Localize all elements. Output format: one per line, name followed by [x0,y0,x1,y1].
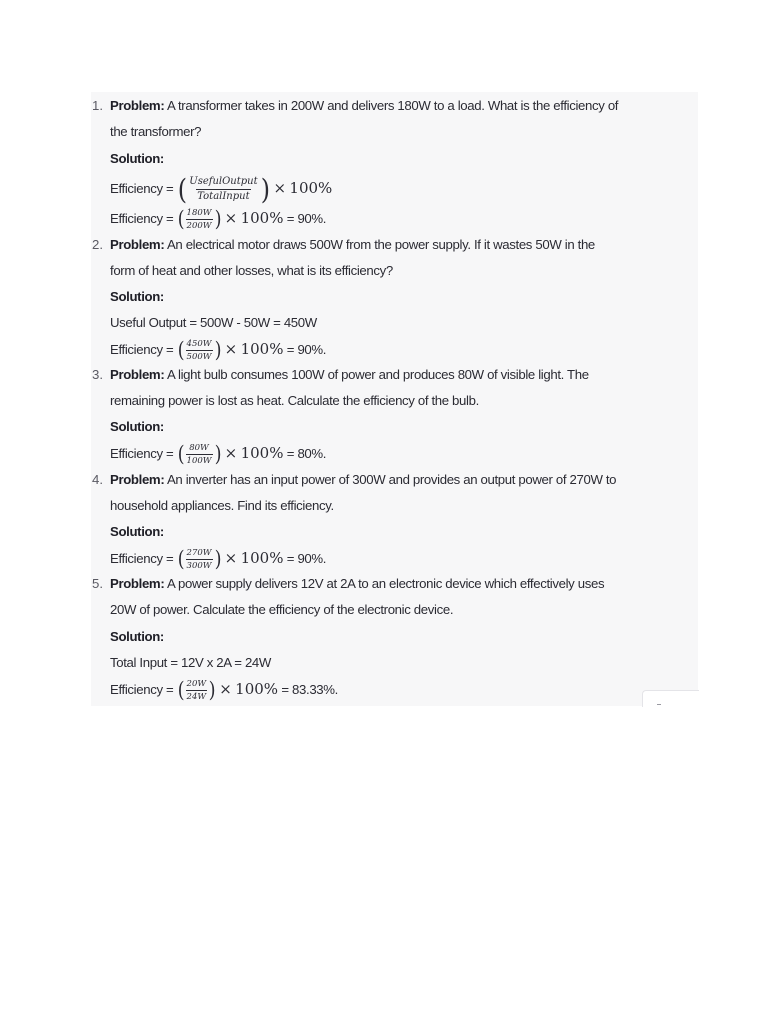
right-paren: ) [214,338,221,363]
fraction-denominator: 200W [186,221,212,232]
result-value: = 80%. [283,446,327,461]
problem-text-continued: form of heat and other losses, what is its efficiency? [110,263,393,278]
result-fraction [186,443,213,466]
right-paren: ) [214,547,221,572]
percent-value: 100% [240,209,284,227]
solution-label: Solution: [110,524,164,539]
problem-statement [110,232,595,258]
left-paren: ( [177,678,184,703]
efficiency-result [110,545,326,571]
problem-text-continued: household appliances. Find its efficiency. [110,498,334,513]
times-sign: × [224,549,238,567]
percent-value: 100% [240,549,284,567]
formula-fraction [188,176,258,203]
problem-text: An inverter has an input power of 300W and provides an output power of 270W to [166,472,617,487]
result-value: = 90%. [283,551,327,566]
left-paren: ( [177,442,184,467]
efficiency-formula [110,171,332,205]
list-number: 5. [92,576,103,591]
fraction-denominator: 300W [186,561,212,572]
right-paren: ) [208,678,216,703]
problem-statement [110,362,589,388]
result-fraction [186,548,213,571]
left-paren: ( [177,207,184,232]
fraction-numerator: 180W [186,208,212,219]
formula-prefix: Efficiency = [110,181,177,196]
percent-value: 100% [235,680,279,698]
result-fraction [186,208,213,231]
result-prefix: Efficiency = [110,342,177,357]
problem-text: An electrical motor draws 500W from the power supply. If it wastes 50W in the [166,237,595,252]
problem-statement [110,467,616,493]
right-paren: ) [260,172,270,206]
times-sign: × [219,680,232,698]
result-value: = 83.33%. [278,682,338,697]
fraction-denominator: 500W [186,352,212,363]
efficiency-result [110,676,338,702]
times-sign: × [273,179,287,197]
times-sign: × [224,209,238,227]
result-value: = 90%. [283,342,327,357]
problem-text-continued: remaining power is lost as heat. Calculate the efficiency of the bulb. [110,393,479,408]
fraction-numerator: UsefulOutput [189,176,258,188]
problem-text: A light bulb consumes 100W of power and produces 80W of visible light. The [166,367,589,382]
efficiency-result [110,440,326,466]
list-number: 2. [92,237,103,252]
problem-text: A transformer takes in 200W and delivers 180W to a load. What is the efficiency of [166,98,619,113]
fraction-denominator: 24W [186,692,207,703]
fraction-numerator: 20W [186,679,207,690]
result-prefix: Efficiency = [110,211,177,226]
problem-label: Problem: [110,576,165,591]
result-prefix: Efficiency = [110,682,177,697]
times-sign: × [224,444,238,462]
list-number: 1. [92,98,103,113]
problem-label: Problem: [110,472,165,487]
left-paren: ( [177,547,184,572]
list-number: 4. [92,472,103,487]
right-paren: ) [214,442,221,467]
percent-value: 100% [240,340,284,358]
fraction-denominator: 100W [186,456,212,467]
result-prefix: Efficiency = [110,551,177,566]
times-sign: × [224,340,238,358]
problem-text-continued: the transformer? [110,124,202,139]
problem-label: Problem: [110,98,165,113]
problem-statement [110,571,604,597]
fraction-numerator: 270W [186,548,212,559]
result-fraction [186,679,208,702]
right-paren: ) [214,207,221,232]
problem-statement [110,93,618,119]
left-paren: ( [177,172,187,206]
result-value: = 90%. [283,211,327,226]
problem-text: A power supply delivers 12V at 2A to an electronic device which effectively uses [166,576,605,591]
percent-value: 100% [240,444,284,462]
efficiency-result [110,336,326,362]
list-number: 3. [92,367,103,382]
problem-label: Problem: [110,367,165,382]
solution-label: Solution: [110,151,164,166]
solution-step: Total Input = 12V x 2A = 24W [110,655,272,670]
result-fraction [186,339,213,362]
efficiency-result [110,205,326,231]
fraction-numerator: 80W [189,443,209,454]
solution-label: Solution: [110,629,164,644]
solution-label: Solution: [110,289,164,304]
fraction-denominator: TotalInput [197,191,250,203]
fraction-numerator: 450W [186,339,212,350]
left-paren: ( [177,338,184,363]
solution-step: Useful Output = 500W - 50W = 450W [110,315,317,330]
percent-value: 100% [289,179,333,197]
solution-label: Solution: [110,419,164,434]
problem-text-continued: 20W of power. Calculate the efficiency of the electronic device. [110,602,454,617]
result-prefix: Efficiency = [110,446,177,461]
problem-label: Problem: [110,237,165,252]
panel-corner-tab[interactable] [642,690,699,707]
